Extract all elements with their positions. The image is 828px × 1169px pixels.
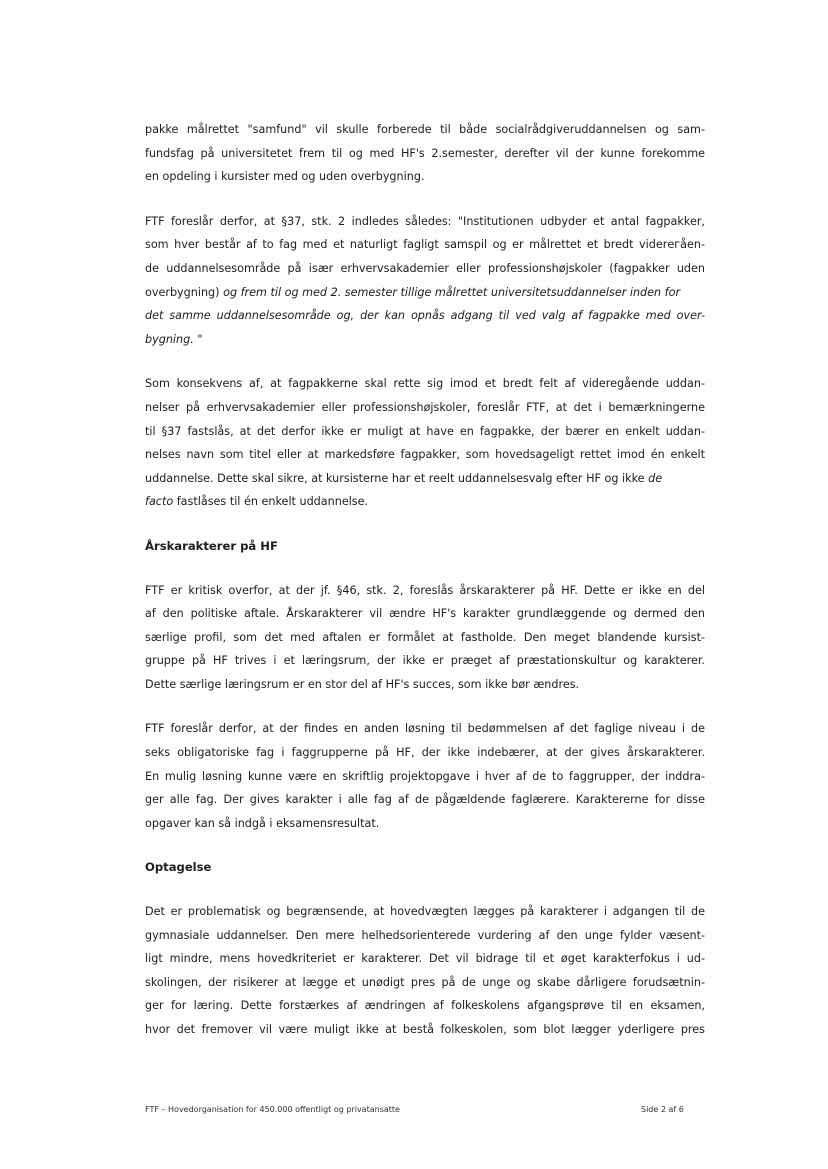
paragraph-anden-loesning — [145, 717, 705, 835]
text-line — [145, 490, 705, 514]
text-line — [145, 281, 705, 305]
paragraph-optagelse — [145, 900, 705, 1042]
document-body — [145, 118, 705, 1063]
paragraph-fagpakke-intro — [145, 118, 705, 189]
paragraph-kritisk-aarskarakterer — [145, 579, 705, 697]
text-line: Det er problematisk og begrænsende, at hovedvægten lægges på karakterer i adgangen til de — [145, 905, 705, 919]
italic-text-run: facto — [145, 495, 174, 509]
text-line: skolingen, der risikerer at lægge et unødigt pres på de unge og skabe dårligere forudsætnin- — [145, 975, 705, 989]
section-heading-optagelse: Optagelse — [145, 860, 212, 875]
text-line: af den politiske aftale. Årskarakterer vil ændre HF's karakter grundlæggende og dermed den — [145, 607, 705, 621]
text-line: ger for læring. Dette forstærkes af ændringen af folkeskolens afgangsprøve til en eksamen, — [145, 999, 705, 1013]
paragraph-ftf-proposal-37 — [145, 210, 705, 352]
text-line: ligt mindre, mens hovedkriteriet er karakterer. Det vil bidrage til et øget karakterfokus i ud- — [145, 952, 705, 966]
italic-text-run: de — [648, 471, 663, 485]
text-line: FTF foreslår derfor, at §37, stk. 2 indledes således: "Institutionen udbyder et antal fagpakker, — [145, 214, 705, 228]
text-line: hvor det fremover vil være muligt ikke at bestå folkeskolen, som blot lægger yderligere pres — [145, 1023, 705, 1036]
text-line: gruppe på HF trives i et læringsrum, der ikke er præget af præstationskultur og karakterer. — [145, 654, 705, 668]
text-line: FTF foreslår derfor, at der findes en anden løsning til bedømmelsen af det faglige niveau i de — [145, 722, 705, 736]
text-line: nelser på erhvervsakademier eller professionshøjskoler, foreslår FTF, at det i bemærkningerne — [145, 400, 705, 414]
footer-organization: FTF – Hovedorganisation for 450.000 offentligt og privatansatte — [145, 1105, 400, 1114]
text-line: En mulig løsning kunne være en skriftlig projektopgave i hver af de to faggrupper, der inddra- — [145, 769, 705, 783]
text-line: en opdeling i kursister med og uden overbygning. — [145, 170, 425, 184]
italic-text-line: det samme uddannelsesområde og, der kan opnås adgang til ved valg af fagpakke med over- — [145, 309, 705, 323]
text-line: seks obligatoriske fag i faggrupperne på HF, der ikke indebærer, at der gives årskarakterer. — [145, 746, 705, 760]
text-run: fastlåses til én enkelt uddannelse. — [173, 495, 369, 509]
text-line: opgaver kan så indgå i eksamensresultat. — [145, 816, 380, 830]
text-line: fundsfag på universitetet frem til og med HF's 2.semester, derefter vil der kunne forekomme — [145, 146, 705, 160]
text-line: FTF er kritisk overfor, at der jf. §46, stk. 2, foreslås årskarakterer på HF. Dette er ikke en del — [145, 583, 705, 597]
text-line: pakke målrettet "samfund" vil skulle forberede til både socialrådgiveruddannelsen og sam- — [145, 123, 705, 136]
footer-page-number: Side 2 af 6 — [641, 1105, 684, 1114]
text-line — [145, 467, 705, 491]
text-line: nelses navn som titel eller at markedsføre fagpakker, som hovedsageligt rettet imod én enkelt — [145, 448, 705, 462]
italic-text-line: bygning. " — [145, 332, 203, 346]
text-run: uddannelse. Dette skal sikre, at kursisterne har et reelt uddannelsesvalg efter HF og ikke — [145, 471, 649, 485]
text-line: Som konsekvens af, at fagpakkerne skal rette sig imod et bredt felt af videregående uddan- — [145, 377, 705, 391]
text-line: til §37 fastslås, at det derfor ikke er muligt at have en fagpakke, der bærer en enkelt uddan- — [145, 424, 705, 438]
paragraph-konsekvens — [145, 372, 705, 514]
section-heading-aarskarakterer: Årskarakterer på HF — [145, 538, 278, 553]
text-line: særlige profil, som det med aftalen er formålet at fastholde. Den meget blandende kursist- — [145, 630, 705, 644]
italic-text-run: og frem til og med 2. semester tillige målrettet universitetsuddannelser inden for — [223, 285, 681, 299]
text-line: Dette særlige læringsrum er en stor del af HF's succes, som ikke bør ændres. — [145, 677, 580, 691]
text-line: de uddannelsesområde på især erhvervsakademier eller professionshøjskoler (fagpakker uden — [145, 261, 705, 275]
text-run: overbygning) — [145, 285, 224, 299]
text-line: gymnasiale uddannelser. Den mere helhedsorienterede vurdering af den unge fylder væsent- — [145, 928, 705, 942]
text-line: ger alle fag. Der gives karakter i alle fag af de pågældende faglærere. Karaktererne for disse — [145, 793, 705, 807]
text-line: som hver består af to fag med et naturligt fagligt samspil og er målrettet et bredt viderегåen- — [145, 238, 705, 252]
